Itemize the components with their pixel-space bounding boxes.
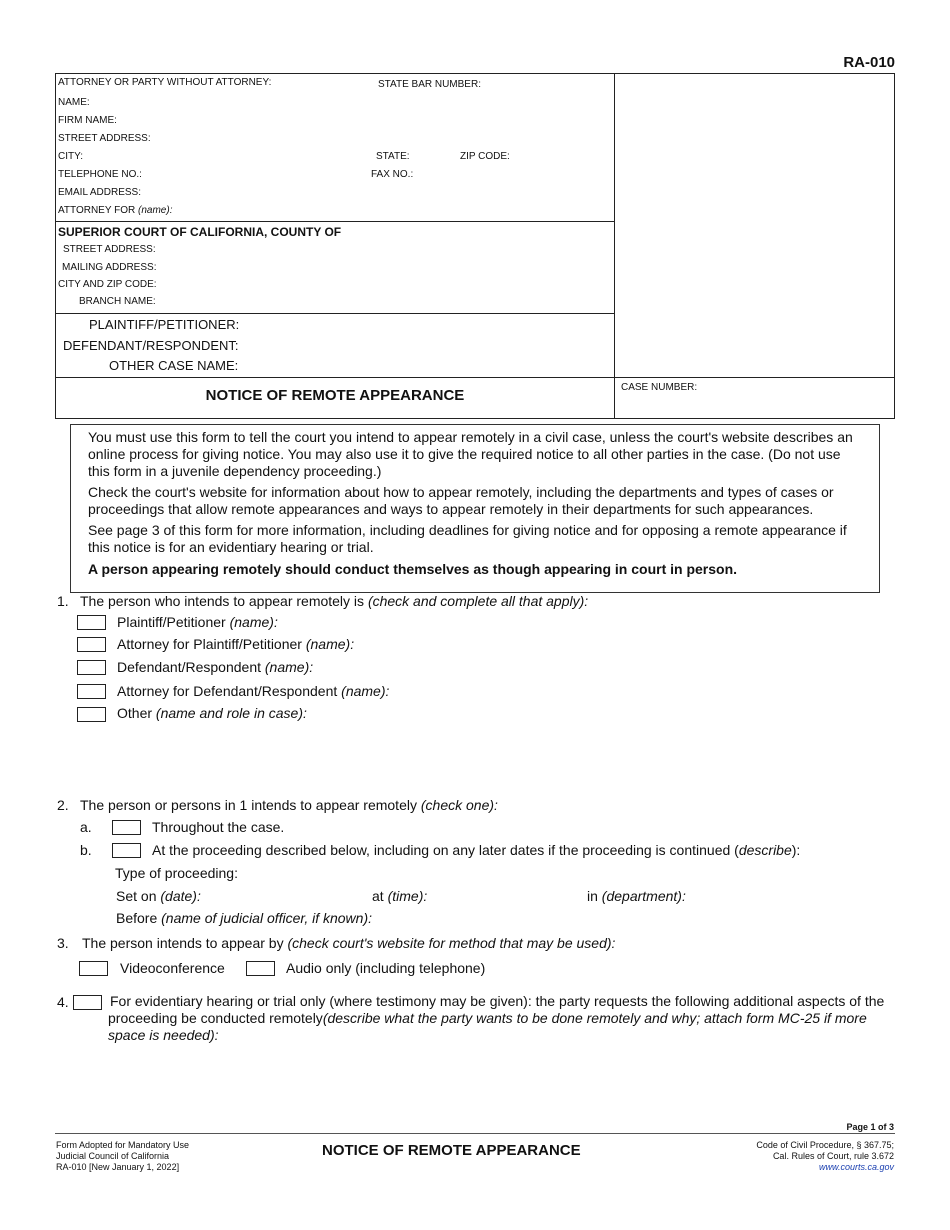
court-street-label: STREET ADDRESS: (63, 244, 156, 255)
other-case-label: OTHER CASE NAME: (109, 358, 239, 373)
page-number: Page 1 of 3 (846, 1122, 894, 1132)
firm-label: FIRM NAME: (58, 115, 117, 126)
court-branch-label: BRANCH NAME: (79, 296, 156, 307)
item4-text: For evidentiary hearing or trial only (where testimony may be given): the party requests the following additional aspects of the proceeding be conducted remotely(describe what the party wants to be done remotely and why; attach form MC-25 if more space is needed): (108, 993, 885, 1043)
attorney-heading: ATTORNEY OR PARTY WITHOUT ATTORNEY: (58, 77, 272, 88)
street-label: STREET ADDRESS: (58, 133, 151, 144)
checkbox-attorney-defendant[interactable] (77, 684, 106, 699)
notice-p3: See page 3 of this form for more information, including deadlines for giving notice and for opposing a remote appearance if this notice is for an evidentiary hearing or trial. (88, 522, 847, 555)
item2a-text: Throughout the case. (152, 819, 285, 835)
city-label: CITY: (58, 151, 84, 162)
set-on-label: Set on (date): (116, 888, 201, 904)
checkbox-other[interactable] (77, 707, 106, 722)
checkbox-evidentiary-hearing[interactable] (73, 995, 102, 1010)
notice-p2: Check the court's website for information about how to appear remotely, including the departments and types of cases or proceedings that allow remote appearances and ways to appear remotely in their departments for such appearances. (88, 484, 834, 517)
form-title: NOTICE OF REMOTE APPEARANCE (205, 387, 465, 404)
item2-number: 2. (57, 797, 69, 813)
courts-website-link[interactable]: www.courts.ca.gov (818, 1162, 894, 1172)
department-label: in (department): (587, 888, 686, 904)
item1-number: 1. (57, 593, 69, 609)
item3-text: The person intends to appear by (check court's website for method that may be used): (82, 935, 616, 951)
option-attorney-defendant: Attorney for Defendant/Respondent (name): (117, 683, 390, 699)
footer-rule (55, 1133, 895, 1134)
option-other: Other (name and role in case): (117, 705, 307, 721)
item4-number: 4. (57, 994, 69, 1010)
notice-p1: You must use this form to tell the court you intend to appear remotely in a civil case, unless the court's website describes an online process for giving notice. You may also use it to give the required notice to all other parties in the case. (Do not use this form in a juvenile dependency proceeding.) (88, 429, 853, 479)
plaintiff-label: PLAINTIFF/PETITIONER: (89, 317, 240, 332)
option-plaintiff: Plaintiff/Petitioner (name): (117, 614, 278, 630)
email-label: EMAIL ADDRESS: (58, 187, 141, 198)
videoconference-label: Videoconference (120, 960, 225, 976)
court-heading: SUPERIOR COURT OF CALIFORNIA, COUNTY OF (58, 225, 342, 239)
zip-label: ZIP CODE: (460, 151, 510, 162)
name-label: NAME: (58, 97, 90, 108)
item2-text: The person or persons in 1 intends to appear remotely (check one): (80, 797, 498, 813)
item3-number: 3. (57, 935, 69, 951)
telephone-label: TELEPHONE NO.: (58, 169, 142, 180)
type-of-proceeding-label: Type of proceeding: (115, 865, 238, 881)
court-city-zip-label: CITY AND ZIP CODE: (58, 279, 157, 290)
option-defendant: Defendant/Respondent (name): (117, 659, 314, 675)
state-label: STATE: (376, 151, 410, 162)
time-label: at (time): (372, 888, 428, 904)
footer-title: NOTICE OF REMOTE APPEARANCE (322, 1142, 581, 1159)
notice-p4: A person appearing remotely should conduct themselves as though appearing in court in person. (88, 561, 738, 577)
checkbox-attorney-plaintiff[interactable] (77, 637, 106, 652)
footer-right: Code of Civil Procedure, § 367.75; Cal. Rules of Court, rule 3.672 www.courts.ca.gov (756, 1140, 894, 1172)
checkbox-at-proceeding[interactable] (112, 843, 141, 858)
checkbox-audio-only[interactable] (246, 961, 275, 976)
court-mailing-label: MAILING ADDRESS: (62, 262, 157, 273)
checkbox-throughout-case[interactable] (112, 820, 141, 835)
case-number-label: CASE NUMBER: (621, 382, 698, 393)
checkbox-plaintiff[interactable] (77, 615, 106, 630)
attorney-for-label: ATTORNEY FOR (name): (58, 205, 173, 216)
checkbox-videoconference[interactable] (79, 961, 108, 976)
fax-label: FAX NO.: (371, 169, 414, 180)
item2b-letter: b. (80, 842, 92, 858)
footer-left: Form Adopted for Mandatory Use Judicial Council of California RA-010 [New January 1, 2022] (56, 1140, 190, 1172)
item2a-letter: a. (80, 819, 92, 835)
item1-text: The person who intends to appear remotely is (check and complete all that apply): (80, 593, 589, 609)
item2b-text: At the proceeding described below, including on any later dates if the proceeding is continued (describe): (152, 842, 801, 858)
form-id: RA-010 (843, 54, 895, 71)
audio-only-label: Audio only (including telephone) (286, 960, 486, 976)
checkbox-defendant[interactable] (77, 660, 106, 675)
defendant-label: DEFENDANT/RESPONDENT: (63, 338, 239, 353)
option-attorney-plaintiff: Attorney for Plaintiff/Petitioner (name): (117, 636, 355, 652)
before-label: Before (name of judicial officer, if known): (116, 910, 373, 926)
state-bar-label: STATE BAR NUMBER: (378, 79, 481, 90)
